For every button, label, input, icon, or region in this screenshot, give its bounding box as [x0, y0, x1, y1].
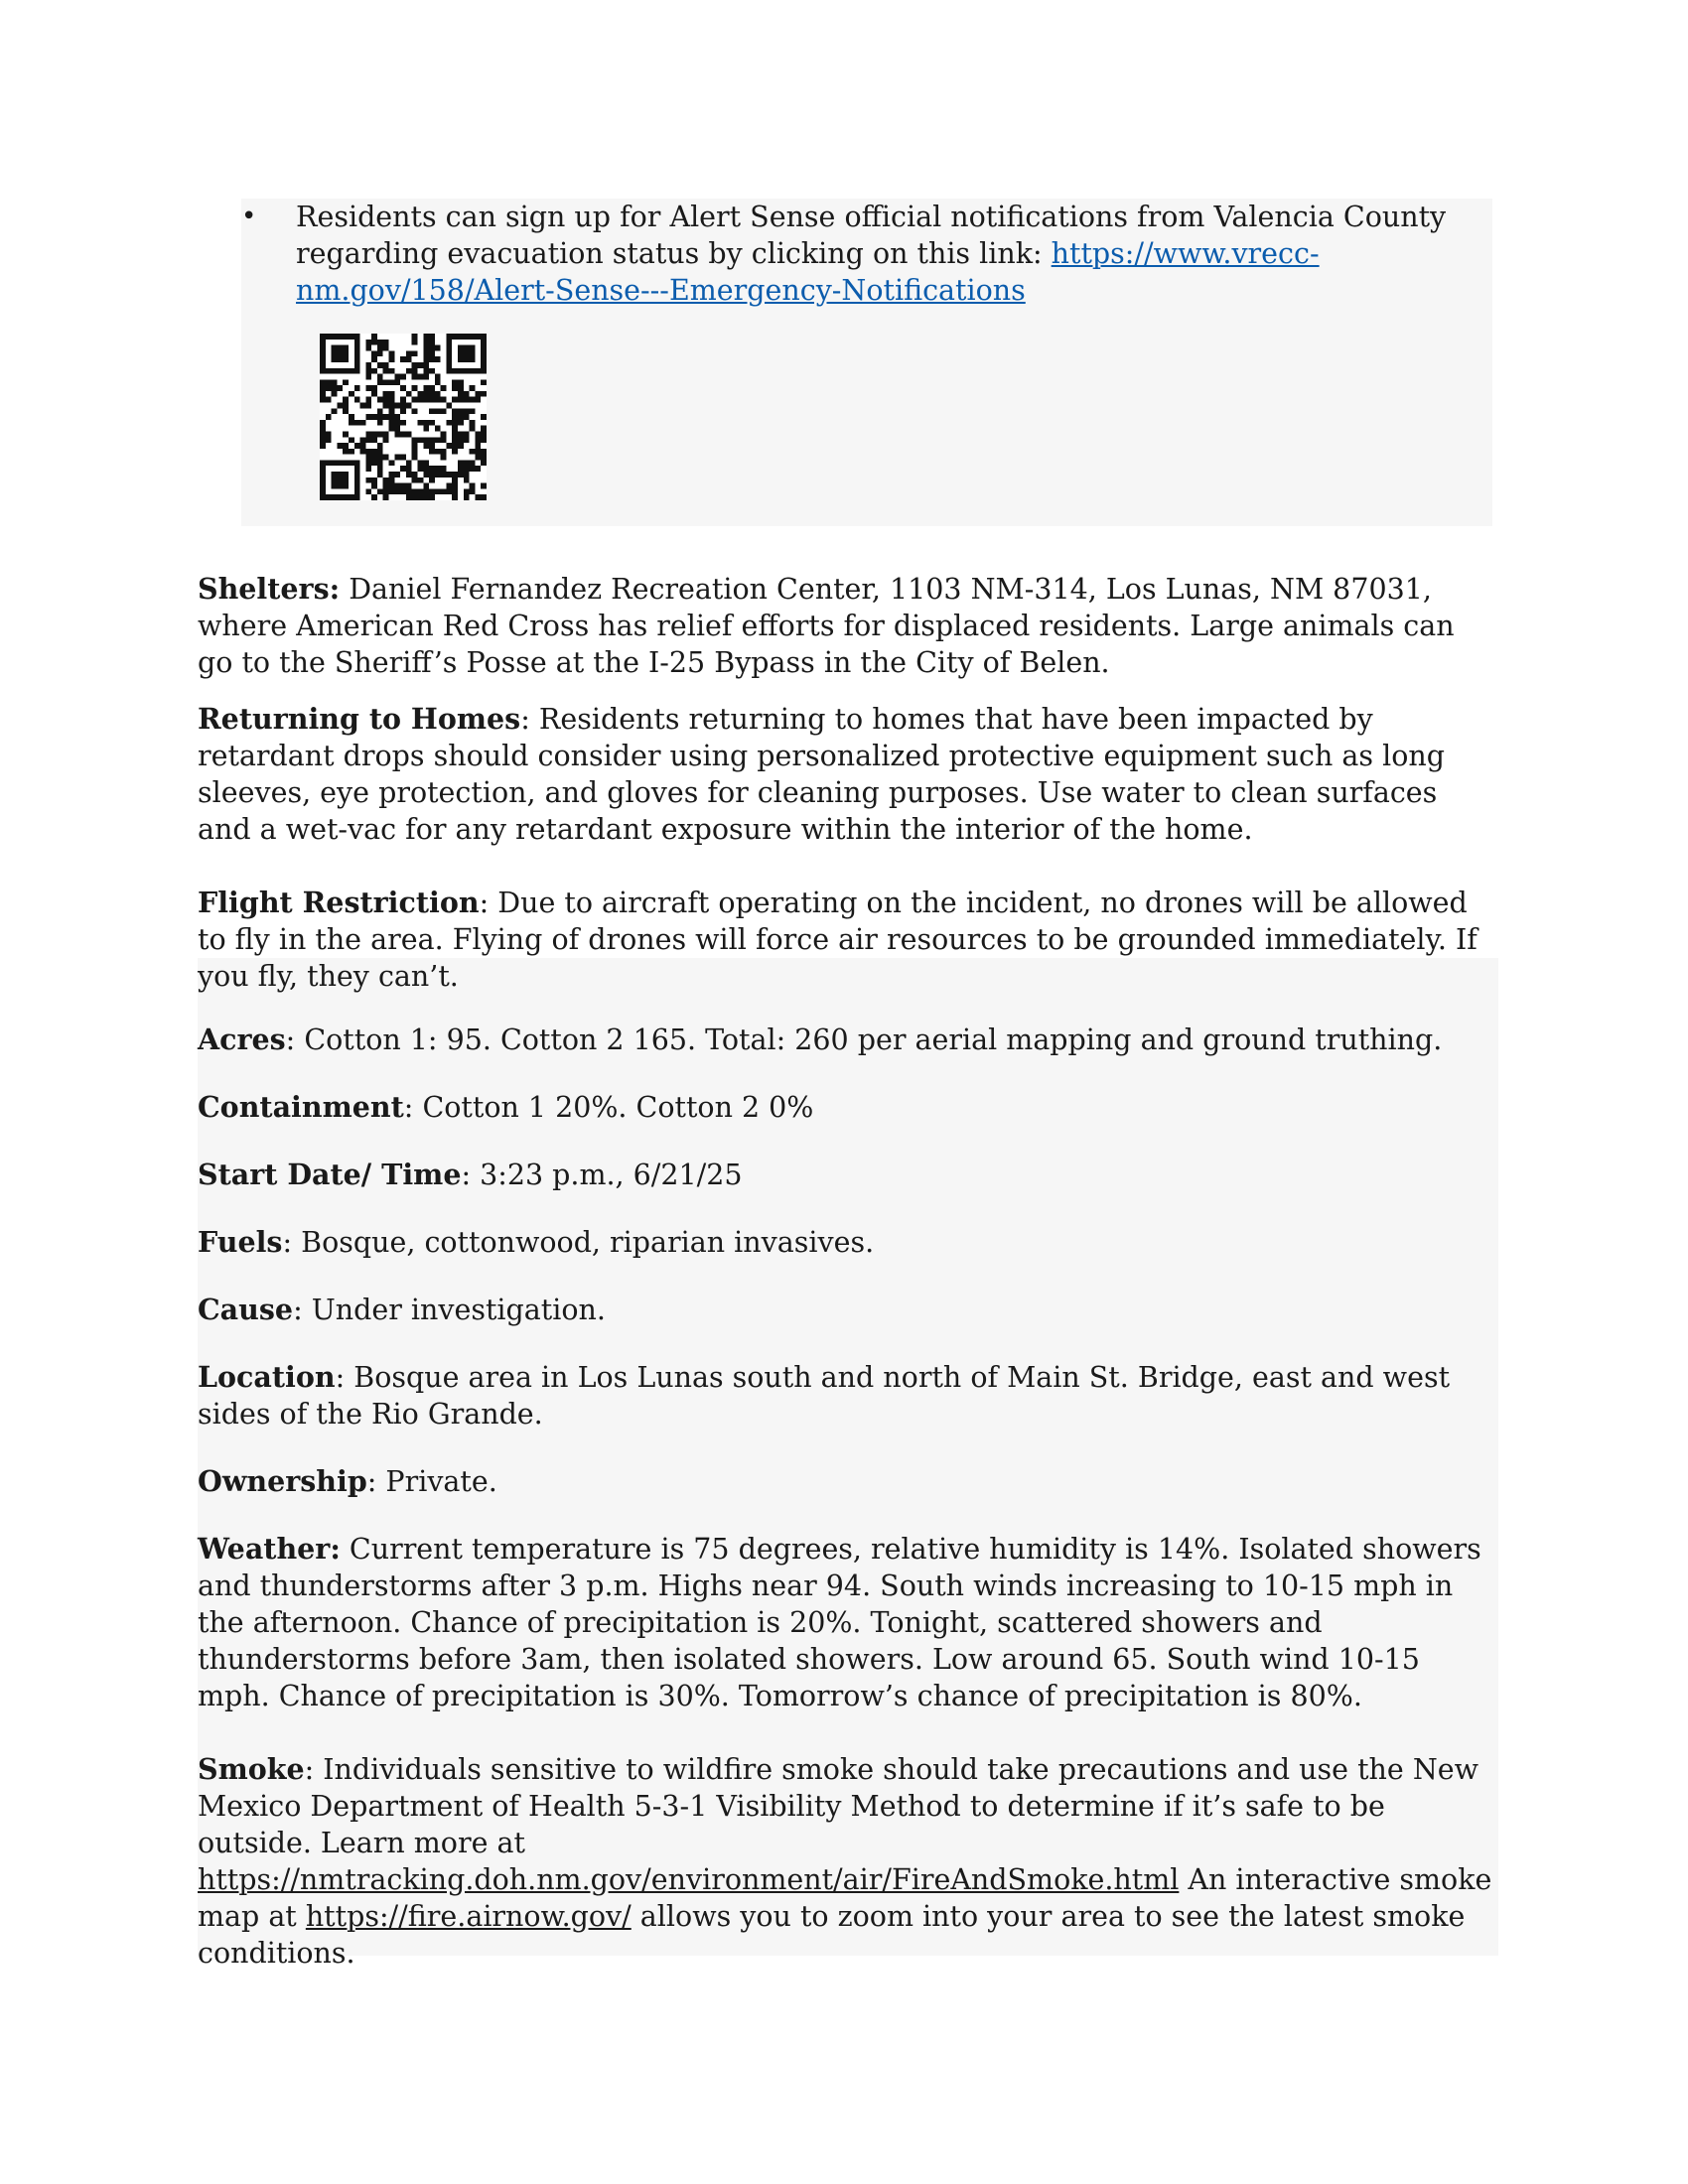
acres-label: Acres	[198, 1023, 286, 1056]
cause-text: : Under investigation.	[293, 1294, 606, 1326]
cause-paragraph	[198, 1292, 1498, 1328]
alert-sense-link[interactable]: https://www.vrecc-nm.gov/158/Alert-Sense---Emergency-Notifications	[296, 237, 1320, 307]
bullet-text-body: Residents can sign up for Alert Sense official notifications from Valencia County regarding evacuation status by clicking on this link:	[296, 201, 1447, 270]
location-paragraph	[198, 1359, 1498, 1433]
returning-text: : Residents returning to homes that have been impacted by retardant drops should consider using personalized protective equipment such as long sleeves, eye protection, and gloves for cleaning purposes. Use water to clean surfaces and a wet-vac for any retardant exposure within the interior of the home.	[198, 703, 1445, 846]
flight-label: Flight Restriction	[198, 886, 480, 919]
fuels-text: : Bosque, cottonwood, riparian invasives.	[282, 1226, 875, 1259]
shelters-text: Daniel Fernandez Recreation Center, 1103 NM-314, Los Lunas, NM 87031, where American Red Cross has relief efforts for displaced residents. Large animals can go to the Sheriff’s Posse at the I-25 Bypass in the City of Belen.	[198, 573, 1455, 679]
airnow-link[interactable]: https://fire.airnow.gov/	[305, 1900, 632, 1933]
containment-text: : Cotton 1 20%. Cotton 2 0%	[403, 1091, 814, 1124]
location-label: Location	[198, 1360, 336, 1394]
fuels-paragraph	[198, 1224, 1498, 1261]
smoke-label: Smoke	[198, 1752, 305, 1786]
bullet-icon: •	[241, 202, 257, 231]
cause-label: Cause	[198, 1293, 294, 1326]
shelters-paragraph	[198, 571, 1498, 681]
smoke-paragraph	[198, 1751, 1498, 1972]
returning-label: Returning to Homes	[198, 702, 521, 736]
containment-label: Containment	[198, 1090, 404, 1124]
bullet-text	[296, 199, 1492, 309]
smoke-text-3: allows you to zoom into your area to see the latest smoke conditions.	[198, 1900, 1466, 1970]
shelters-label: Shelters:	[198, 572, 341, 606]
returning-paragraph	[198, 701, 1498, 848]
qr-code-icon	[320, 334, 487, 500]
fuels-label: Fuels	[198, 1225, 283, 1259]
weather-paragraph	[198, 1531, 1498, 1714]
flight-paragraph	[198, 885, 1498, 995]
ownership-paragraph	[198, 1463, 1498, 1500]
ownership-text: : Private.	[366, 1465, 497, 1498]
flight-text: : Due to aircraft operating on the incident, no drones will be allowed to fly in the area. Flying of drones will force air resources to be grounded immediately. If you fly, they can’t.	[198, 887, 1477, 993]
location-text: : Bosque area in Los Lunas south and north of Main St. Bridge, east and west sides of the Rio Grande.	[198, 1361, 1451, 1431]
smoke-text-2: An interactive smoke map at	[198, 1863, 1492, 1933]
acres-paragraph	[198, 1022, 1498, 1058]
acres-text: : Cotton 1: 95. Cotton 2 165. Total: 260 per aerial mapping and ground truthing.	[285, 1024, 1443, 1056]
alert-sense-bullet	[241, 199, 1492, 309]
weather-label: Weather:	[198, 1532, 341, 1566]
smoke-text-1: : Individuals sensitive to wildfire smoke should take precautions and use the New Mexico Department of Health 5-3-1 Visibility Method to determine if it’s safe to be outside. Learn more at	[198, 1753, 1479, 1859]
nmtracking-link[interactable]: https://nmtracking.doh.nm.gov/environment/air/FireAndSmoke.html	[198, 1863, 1180, 1896]
start-paragraph	[198, 1157, 1498, 1193]
weather-text: Current temperature is 75 degrees, relative humidity is 14%. Isolated showers and thunderstorms after 3 p.m. Highs near 94. South winds increasing to 10-15 mph in the afternoon. Chance of precipitation is 20%. Tonight, scattered showers and thunderstorms before 3am, then isolated showers. Low around 65. South wind 10-15 mph. Chance of precipitation is 30%. Tomorrow’s chance of precipitation is 80%.	[198, 1533, 1481, 1712]
containment-paragraph	[198, 1089, 1498, 1126]
start-text: : 3:23 p.m., 6/21/25	[461, 1159, 743, 1191]
start-label: Start Date/ Time	[198, 1158, 462, 1191]
ownership-label: Ownership	[198, 1464, 367, 1498]
